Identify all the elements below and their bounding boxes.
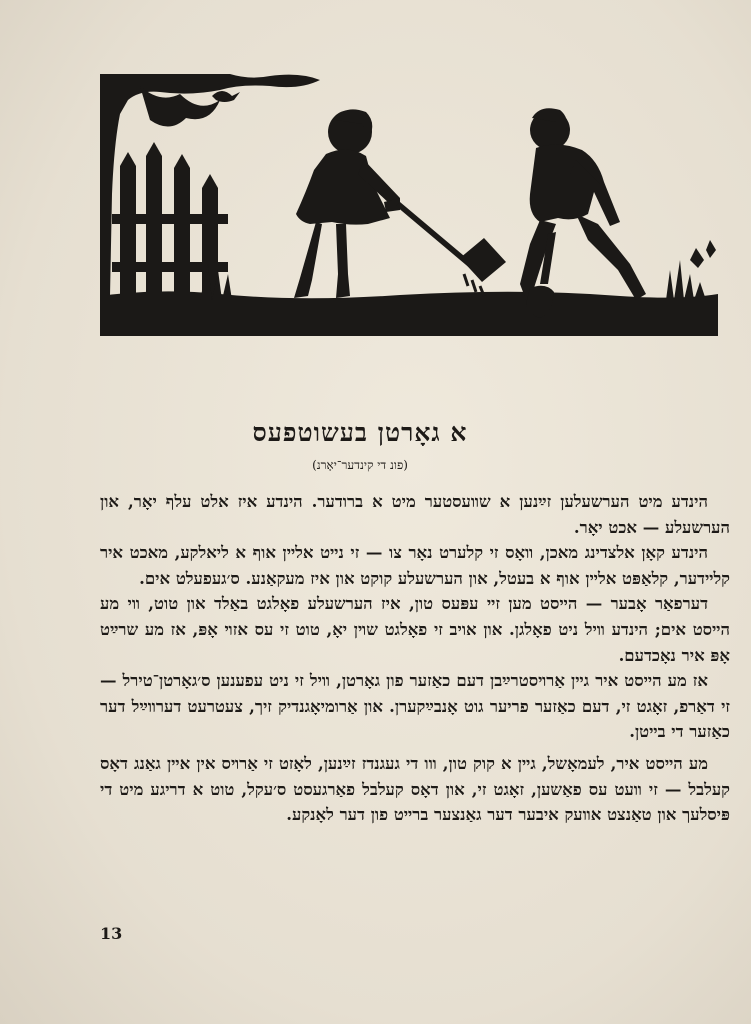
page-number: 13	[100, 924, 123, 943]
girl-silhouette	[294, 109, 400, 298]
rake-silhouette	[396, 202, 506, 296]
paragraph: דערפאַר אָבער — הײסט מען זײ עפּעס טון, איז הערשעלע פאָלגט באַלד און טוט, װי מע הײסט אים; הינדע װיל ניט פאָלגן. און אויב זי פאָלגט שױן יאָ, טוט זי עס אזױ אָפּ, אז מע שרײַט אָפּ איר נאָכדעם.	[100, 594, 730, 665]
story-body	[100, 489, 730, 828]
boy-silhouette	[520, 108, 646, 318]
plant-silhouette	[666, 240, 716, 300]
silhouette-illustration	[100, 74, 718, 336]
paragraph: הינדע קאָן אלצדינג מאכן, װאָס זי קלערט נאָר צו — זי נײט אלײן אוף א ליאלקע, מאכט איר קלײדער, קלאַפּט אלײן אוף א בעטל, און הערשעלע קוקט און איז מעקאַנע. ס׳געפעלט אים.	[100, 543, 730, 588]
story-subtitle: (פונ די קינדער־יאָרנ)	[312, 458, 408, 472]
ground-silhouette	[100, 291, 718, 336]
story-title: א גאָרטן בעשוטפעס	[252, 418, 468, 447]
fence-silhouette	[112, 142, 232, 300]
paragraph: אז מע הײסט איר גײן אַרױסטרײַבן דעם כאַזער פון גאָרטן, װיל זי ניט עפענען ס׳גאָרטן־טירל — זי דאַרפ, זאָגט זי, דעם כאַזער פריער גוט אָנבײַקערן. און אַרומיאָגנדיק זיך, צעטרעט דערװײַל דער כאַזער די בײטן.	[100, 671, 730, 742]
bird-silhouette	[212, 91, 240, 102]
paragraph: מע הײסט איר, לעמאָשל, גײן א קוק טון, װו די געגנדז זײַנען, לאָזט זי אַרױס אין אײן גאַנג דאָס קעלבל — זי װעט עס פאַשען, זאָגט זי, און דאָס קעלבל פאַרגעסט ס׳עקל, טוט א דריגע מיט די פּיסלעך און טאַנצט אװעק איבער דער גאַנצער ברײט פון דער לאָנקע.	[100, 753, 730, 825]
paragraph: הינדע מיט הערשעלען זײַנען א שװעסטער מיט א ברודער. הינדע איז אלט עלף יאָר, און הערשעלע — אכט יאָר.	[100, 492, 730, 537]
